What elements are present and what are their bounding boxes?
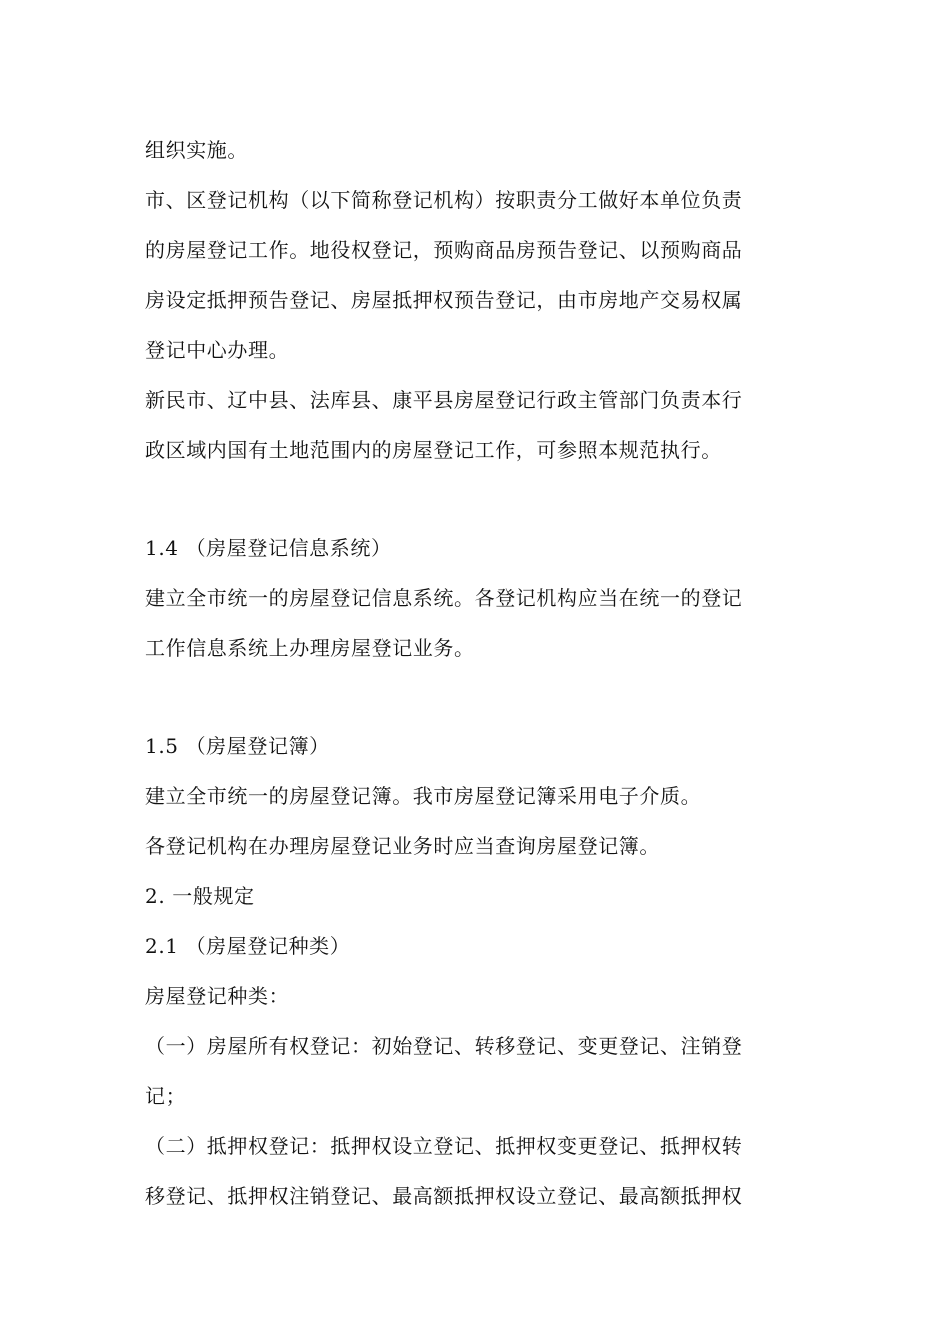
document-body [145, 125, 805, 1221]
body-text-line: 房设定抵押预告登记、房屋抵押权预告登记，由市房地产交易权属 [145, 288, 743, 312]
section-heading: 2.1 （房屋登记种类） [145, 934, 351, 958]
list-item-text: 移登记、抵押权注销登记、最高额抵押权设立登记、最高额抵押权 [145, 1184, 743, 1208]
body-text-line: 组织实施。 [145, 138, 248, 162]
body-text-line: 各登记机构在办理房屋登记业务时应当查询房屋登记簿。 [145, 834, 660, 858]
list-item-text: （二）抵押权登记：抵押权设立登记、抵押权变更登记、抵押权转 [145, 1134, 743, 1158]
section-heading: 1.4 （房屋登记信息系统） [145, 536, 392, 560]
list-item-text: （一）房屋所有权登记：初始登记、转移登记、变更登记、注销登 [145, 1034, 743, 1058]
body-text-line: 新民市、辽中县、法库县、康平县房屋登记行政主管部门负责本行 [145, 388, 743, 412]
body-text-line: 政区域内国有土地范围内的房屋登记工作，可参照本规范执行。 [145, 438, 722, 462]
body-text-line: 登记中心办理。 [145, 338, 290, 362]
list-item-text: 记； [145, 1084, 187, 1108]
section-heading: 2. 一般规定 [145, 884, 255, 908]
paragraph-gap [145, 475, 805, 523]
section-heading: 1.5 （房屋登记簿） [145, 734, 330, 758]
body-text-line: 工作信息系统上办理房屋登记业务。 [145, 636, 475, 660]
body-text-line: 的房屋登记工作。地役权登记，预购商品房预告登记、以预购商品 [145, 238, 743, 262]
body-text-line: 房屋登记种类： [145, 984, 290, 1008]
paragraph-gap [145, 673, 805, 721]
body-text-line: 市、区登记机构（以下简称登记机构）按职责分工做好本单位负责 [145, 188, 743, 212]
body-text-line: 建立全市统一的房屋登记信息系统。各登记机构应当在统一的登记 [145, 586, 743, 610]
body-text-line: 建立全市统一的房屋登记簿。我市房屋登记簿采用电子介质。 [145, 784, 702, 808]
